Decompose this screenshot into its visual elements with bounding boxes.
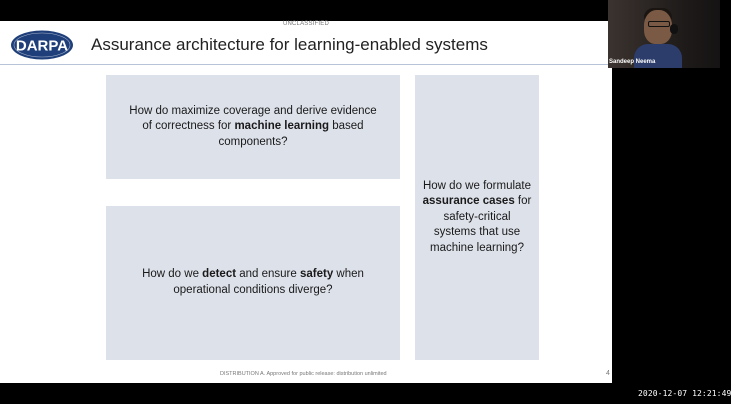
page-number: 4 [606,370,610,377]
emphasis-safety: safety [299,268,334,281]
question-text-coverage: How do maximize coverage and derive evidence of correctness for machine learning based components? [129,104,377,148]
classification-label: UNCLASSIFIED [282,21,330,27]
emphasis-machine-learning: machine learning [234,120,330,133]
question-box-safety [106,206,400,360]
video-person-face [644,10,672,44]
logo-wordmark: DARPA [15,37,69,55]
headset-mic-icon [670,24,678,34]
slide-title: Assurance architecture for learning-enabled systems [91,35,488,54]
video-person-glasses [648,21,670,27]
distribution-statement: DISTRIBUTION A. Approved for public release: distribution unlimited [220,371,387,377]
question-text-assurance-cases: How do we formulate assurance cases for safety-critical systems that use machine learning? [422,179,532,254]
question-box-assurance-cases [415,75,539,360]
participant-name-label: Sandeep Neema [609,59,656,65]
participant-video-tile[interactable] [608,0,720,68]
recording-timestamp: 2020-12-07 12:21:49 [638,389,731,398]
presentation-slide [0,21,612,383]
darpa-logo [10,29,74,61]
emphasis-assurance-cases: assurance cases [422,195,515,208]
title-divider [0,64,612,65]
question-text-safety: How do we detect and ensure safety when operational conditions diverge? [142,268,364,296]
question-box-coverage [106,75,400,179]
emphasis-detect: detect [202,268,237,281]
